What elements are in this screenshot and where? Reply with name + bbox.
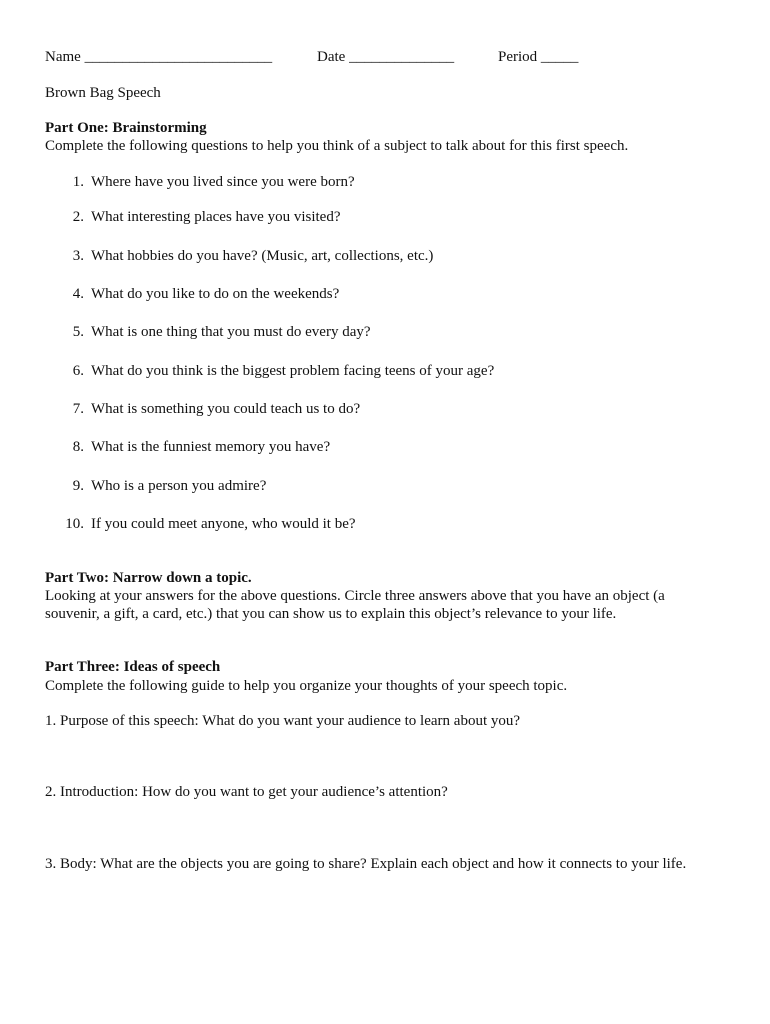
name-field xyxy=(45,48,272,66)
question-text: If you could meet anyone, who would it be? xyxy=(91,516,356,532)
question-number: 1. xyxy=(72,174,84,190)
list-item xyxy=(0,323,770,341)
list-item xyxy=(0,173,770,191)
part-one-intro: Complete the following questions to help you think of a subject to talk about for this first speech. xyxy=(45,138,629,154)
list-item xyxy=(0,208,770,226)
question-text: What do you like to do on the weekends? xyxy=(91,286,340,302)
question-text: Where have you lived since you were born? xyxy=(91,174,355,190)
question-number: 4. xyxy=(72,286,84,302)
name-blank: _________________________ xyxy=(84,49,273,65)
question-number: 6. xyxy=(72,363,84,379)
list-item xyxy=(0,247,770,265)
question-number: 8. xyxy=(72,439,84,455)
question-number: 7. xyxy=(72,401,84,417)
body-prompt: 3. Body: What are the objects you are going to share? Explain each object and how it connects to your life. xyxy=(45,856,687,872)
question-number: 5. xyxy=(72,324,84,340)
list-item xyxy=(0,477,770,495)
purpose-prompt: 1. Purpose of this speech: What do you want your audience to learn about you? xyxy=(45,713,521,729)
part-two-text-line-2: souvenir, a gift, a card, etc.) that you can show us to explain this object’s relevance to your life. xyxy=(45,606,617,622)
name-label: Name xyxy=(45,49,81,65)
date-label: Date xyxy=(317,49,346,65)
period-field xyxy=(498,48,578,66)
part-three-heading: Part Three: Ideas of speech xyxy=(45,659,221,675)
list-item xyxy=(0,515,770,533)
question-text: What hobbies do you have? (Music, art, collections, etc.) xyxy=(91,248,434,264)
question-text: What do you think is the biggest problem facing teens of your age? xyxy=(91,363,495,379)
question-text: What is something you could teach us to do? xyxy=(91,401,361,417)
part-two-text-line-1: Looking at your answers for the above questions. Circle three answers above that you have an object (a xyxy=(45,588,665,604)
introduction-prompt: 2. Introduction: How do you want to get your audience’s attention? xyxy=(45,784,448,800)
list-item xyxy=(0,438,770,456)
period-blank: _____ xyxy=(540,49,579,65)
question-number: 10. xyxy=(65,516,84,532)
part-three-intro: Complete the following guide to help you organize your thoughts of your speech topic. xyxy=(45,678,568,694)
period-label: Period xyxy=(498,49,538,65)
date-field xyxy=(317,48,454,66)
question-number: 2. xyxy=(72,209,84,225)
part-one-heading: Part One: Brainstorming xyxy=(45,120,207,136)
part-two-heading: Part Two: Narrow down a topic. xyxy=(45,570,252,586)
question-number: 9. xyxy=(72,478,84,494)
question-text: What is one thing that you must do every day? xyxy=(91,324,371,340)
question-text: What interesting places have you visited? xyxy=(91,209,341,225)
list-item xyxy=(0,285,770,303)
list-item xyxy=(0,362,770,380)
date-blank: ______________ xyxy=(349,49,455,65)
list-item xyxy=(0,400,770,418)
question-number: 3. xyxy=(72,248,84,264)
document-title: Brown Bag Speech xyxy=(45,85,161,101)
question-text: What is the funniest memory you have? xyxy=(91,439,331,455)
question-text: Who is a person you admire? xyxy=(91,478,267,494)
